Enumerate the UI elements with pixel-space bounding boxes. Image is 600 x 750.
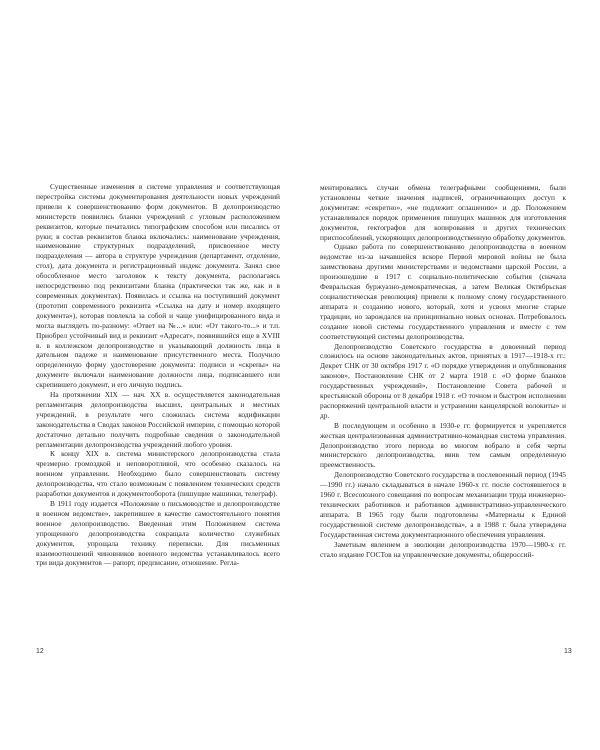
- paragraph: В 1911 году издается «Положение о письмоводстве и делопроизводстве в военном ведомстве», закрепившее в качестве самостоятельного понятия военное делопроизводство. Введенная этим Положением система упрощенного делопроизводства сокращала количество служебных документов, упрощала технику переписки. Для письменных взаимоотношений чиновников военного ведомства устанавливалось всего три вида документов — рапорт, предписание, отношение. Регла-: [36, 499, 280, 568]
- right-page: [300, 0, 600, 750]
- paragraph: Однако работа по совершенствованию делопроизводства в военном ведомстве из-за начавшейся вскоре Первой мировой войны не была заимствована другими министерствами и ведомствами царской России, а произошедшие в 1917 г. социально-политические события (сначала Февральская буржуазно-демократическая, а затем Великая Октябрьская социалистическая революция) привели к полному слому государственного аппарата и созданию нового, который, хотя и усвоил многие старые традиции, но зарождался на принципиально новых основах. Потребовалось создание новой системы государственного управления и вместе с тем соответствующей системы делопроизводства.: [320, 242, 566, 341]
- paragraph: Существенные изменения в системе управления и соответствующая перестройка системы документирования деятельности новых учреждений привели к совершенствованию форм документов. В делопроизводство министерств появились бланки учреждений с угловым расположением реквизитов, которые печатались типографским способом или писались от руки; в состав реквизитов бланка включались: наименование учреждения, наименование структурных подразделений, присвоенное месту подразделения — автора в структуре учреждения (департамент, отделение, стол), дата документа и регистрационный индекс документа. Занял свое обособленное место заголовок к тексту документа, располагаясь непосредственно под реквизитами бланка (практически так же, как и в современных документах). Появилась и ссылка на поступивший документ (прототип современного реквизита «Ссылка на дату и номер входящего документа»), которая повлекла за собой и чаще унифицированного вида и могла выглядеть по-разному: «Ответ на №...» или: «От такого-то...» и т.п. Приобрел устойчивый вид и реквизит «Адресат», появившийся еще в XVIII в. в коллежском делопроизводстве и указывающий должность лица в дательном падеже и наименование присутственного места. Получило определенную форму удостоверение документа: подписи и «скрепы» на документе включали наименование должности лица, подписавшего или скрепившего документ, и его личную подпись.: [36, 182, 280, 390]
- left-page-text: [36, 182, 280, 568]
- paragraph: Делопроизводство Советского государства в довоенный период сложилось на основе законодательных актов, принятых в 1917—1918-х гг.: Декрет СНК от 30 октября 1917 г. «О порядке утверждения и опубликования законов», Постановление СНК от 2 марта 1918 г. «О форме бланков государственных учреждений», Постановление Совета рабочей и крестьянской обороны от 8 декабря 1918 г. «О точном и быстром исполнении распоряжений центральной власти и устранении канцелярской волокиты» и др.: [320, 341, 566, 420]
- paragraph: В последующем и особенно в 1930-е гг. формируется и укрепляется жесткая централизованная административно-командная система управления. Делопроизводство этого периода во многом вобрало в себя черты министерского делопроизводства, явив тем самым определенную преемственность.: [320, 420, 566, 470]
- paragraph: Делопроизводство Советского государства в послевоенный период (1945—1990 гг.) начало складываться в начале 1960-х гг. после состоявшегося в 1960 г. Всесоюзного совещания по вопросам механизации труда инженерно-технических работников и работников административно-управленческого аппарата. В 1965 году были подготовлены «Материалы к Единой государственной системе делопроизводства», а в 1988 г. была утверждена Государственная система документационного обеспечения управления.: [320, 470, 566, 539]
- right-page-text: [320, 183, 566, 559]
- paragraph: На протяжении XIX — нач. XX в. осуществляется законодательная регламентация делопроизводства высших, центральных и местных учреждений, в результате чего сложилась система кодификации законодательства в Сводах законов Российской империи, с помощью которой достаточно детально получить подробные сведения о законодательной регламентации делопроизводства учреждений любого уровня.: [36, 390, 280, 449]
- paragraph: К концу XIX в. система министерского делопроизводства стала чрезмерно громоздкой и неповоротливой, что особенно сказалось на военном управлении. Необходимо было совершенствовать систему делопроизводства, что стало возможным с появлением технических средств разработки документов и документооборота (пишущие машинки, телеграф).: [36, 449, 280, 499]
- paragraph: Заметным явлением в эволюции делопроизводства 1970—1980-х гг. стало издание ГОСТов на управленческие документы, общероссий-: [320, 539, 566, 559]
- paragraph: ментировались случаи обмена телеграфными сообщениями, были установлены четкие значения надписей, ограничивающих доступ к документам: «секретно», «не подлежит оглашению» и др. Положением устанавливался порядок применения пишущих машинок для изготовления документов, гектографов для копирования и других технических приспособлений, ускоряющих делопроизводственную обработку документов.: [320, 183, 566, 242]
- page-number-right: 13: [564, 648, 572, 655]
- page-number-left: 12: [36, 648, 44, 655]
